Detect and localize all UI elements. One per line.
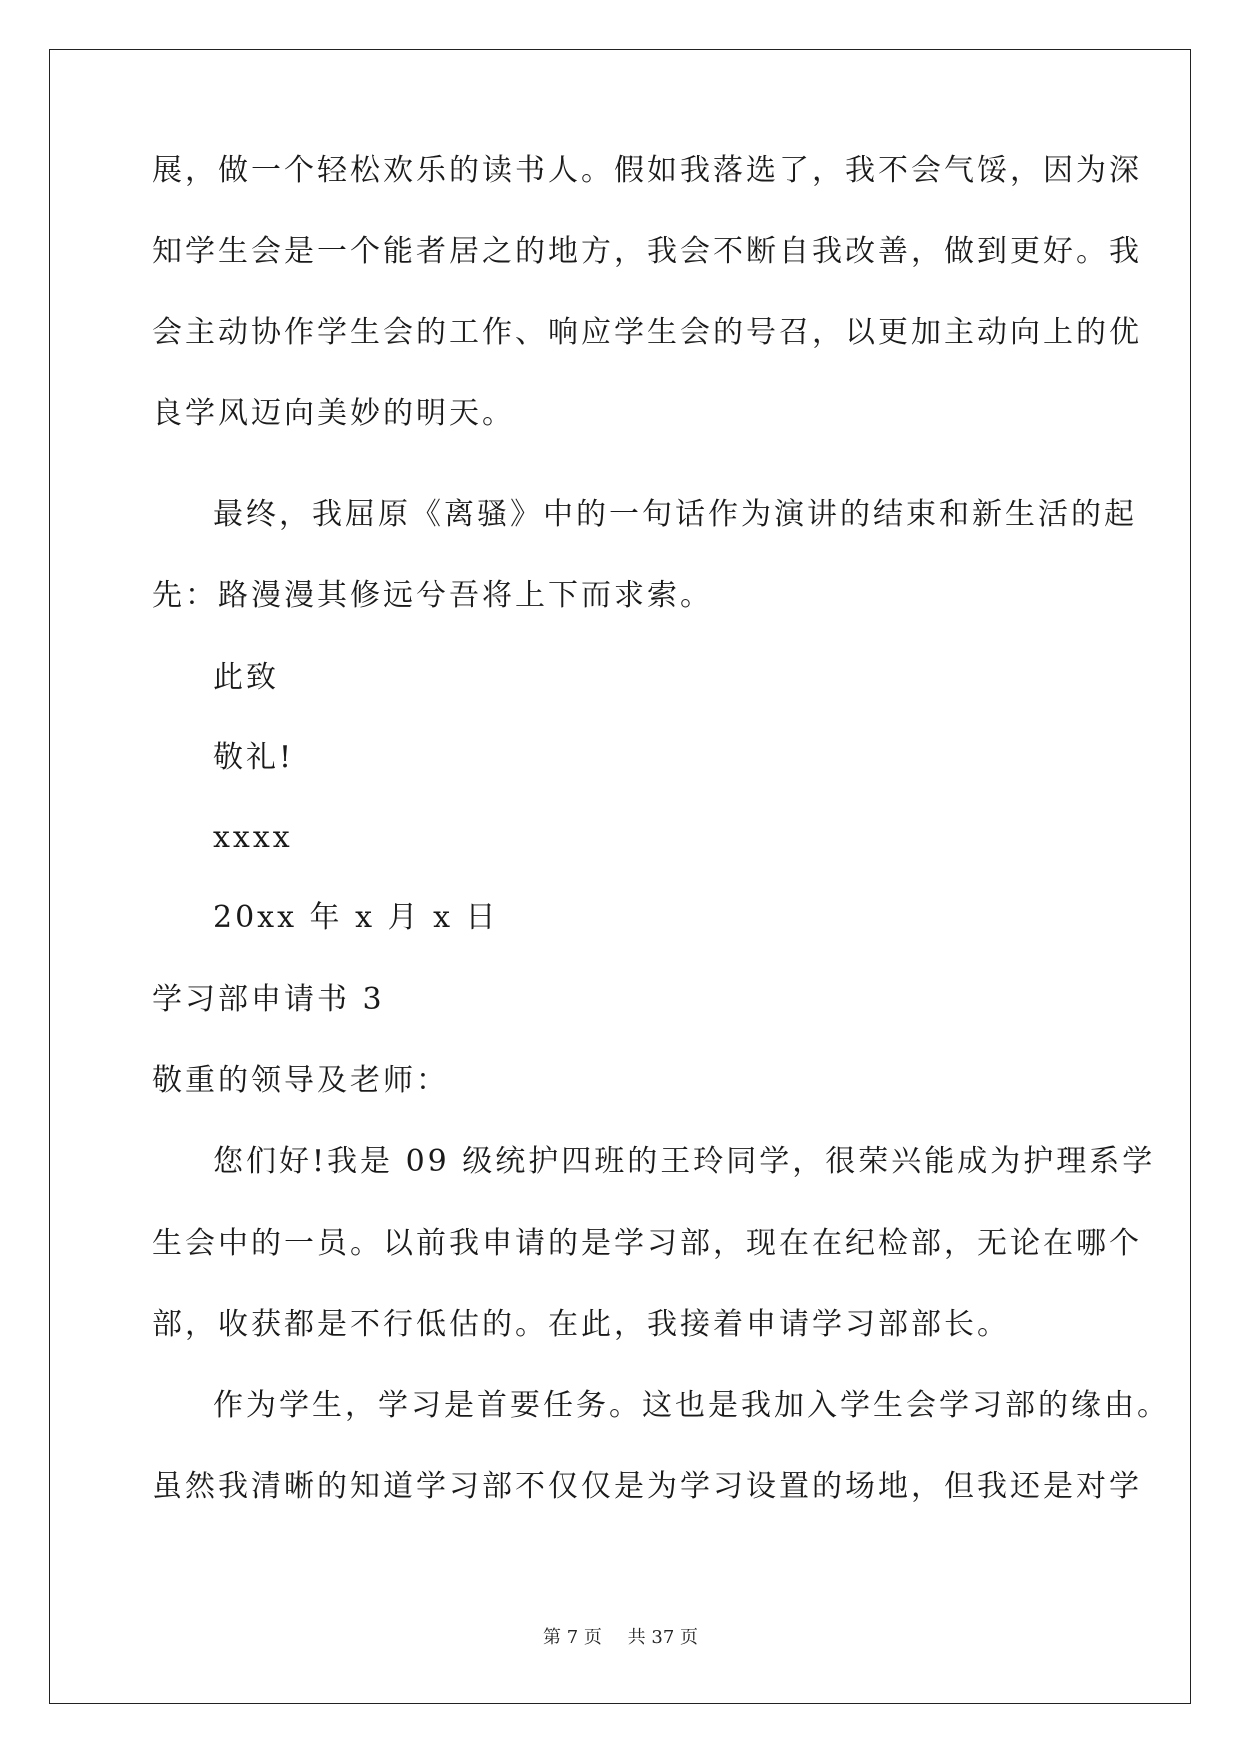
body-line-15: 部，收获都是不行低估的。在此，我接着申请学习部部长。 [152, 1307, 1010, 1342]
body-line-14: 生会中的一员。以前我申请的是学习部，现在在纪检部，无论在哪个 [152, 1226, 1142, 1261]
page-number: 第 7 页 [543, 1627, 602, 1648]
body-line-3: 会主动协作学生会的工作、响应学生会的号召，以更加主动向上的优 [152, 315, 1142, 350]
body-line-17: 虽然我清晰的知道学习部不仅仅是为学习设置的场地，但我还是对学 [152, 1469, 1142, 1504]
body-line-4: 良学风迈向美妙的明天。 [152, 396, 515, 431]
body-line-2: 知学生会是一个能者居之的地方，我会不断自我改善，做到更好。我 [152, 234, 1142, 269]
page-border [49, 49, 1191, 1704]
body-line-1: 展，做一个轻松欢乐的读书人。假如我落选了，我不会气馁，因为深 [152, 153, 1142, 188]
paragraph-closing: 最终，我屈原《离骚》中的一句话作为演讲的结束和新生活的起 [213, 497, 1137, 532]
signature-name: xxxx [213, 820, 293, 855]
section-heading: 学习部申请书 3 [152, 982, 385, 1017]
body-line-6: 先：路漫漫其修远兮吾将上下而求索。 [152, 578, 713, 613]
paragraph-study: 作为学生，学习是首要任务。这也是我加入学生会学习部的缘由。 [213, 1388, 1170, 1423]
page-total: 共 37 页 [627, 1627, 698, 1648]
signature-date: 20xx 年 x 月 x 日 [213, 900, 499, 935]
page-footer [0, 1626, 1241, 1650]
paragraph-intro: 您们好!我是 09 级统护四班的王玲同学，很荣兴能成为护理系学 [213, 1144, 1156, 1179]
salutation-jingli: 敬礼! [213, 740, 295, 775]
salutation-cizhi: 此致 [213, 660, 279, 695]
letter-greeting: 敬重的领导及老师： [152, 1063, 449, 1098]
